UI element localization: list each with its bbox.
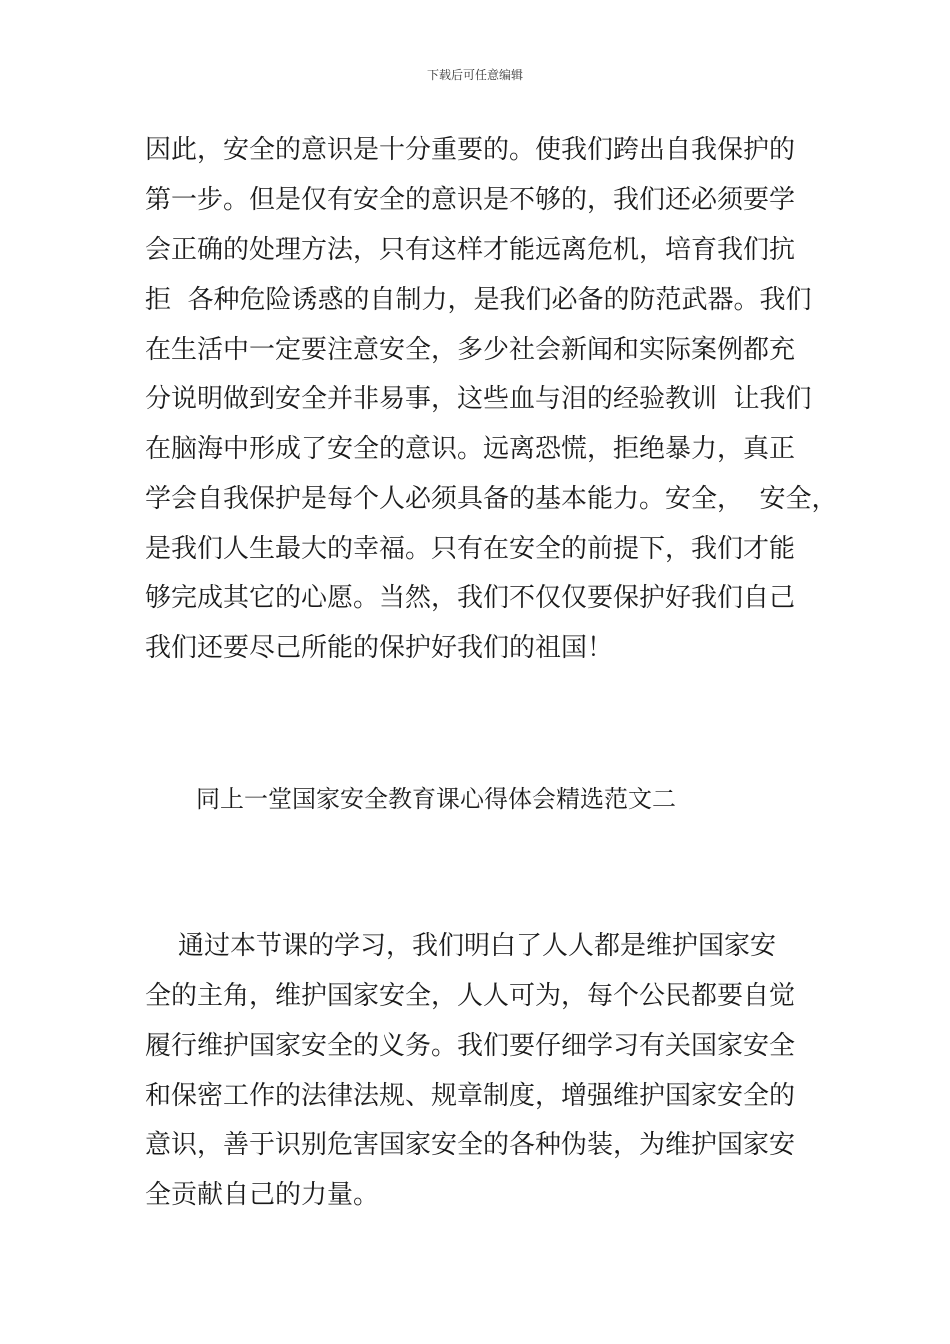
text-line: 履行维护国家安全的义务。我们要仔细学习有关国家安全	[145, 1031, 796, 1061]
text-line: 拒 各种危险诱惑的自制力，是我们必备的防范武器。我们	[145, 285, 812, 315]
text-line: 够完成其它的心愿。当然，我们不仅仅要保护好我们自己	[145, 583, 796, 613]
text-line: 分说明做到安全并非易事，这些血与泪的经验教训 让我们	[145, 384, 812, 414]
text-line: 在脑海中形成了安全的意识。远离恐慌，拒绝暴力，真正	[145, 434, 796, 464]
text-line: 学会自我保护是每个人必须具备的基本能力。安全， 安全，	[145, 484, 838, 514]
text-line: 第一步。但是仅有安全的意识是不够的，我们还必须要学	[145, 185, 796, 215]
text-line: 因此，安全的意识是十分重要的。使我们跨出自我保护的	[145, 135, 796, 165]
page-header-note: 下载后可任意编辑	[426, 68, 523, 82]
section-heading: 同上一堂国家安全教育课心得体会精选范文二	[196, 785, 676, 813]
text-line: 是我们人生最大的幸福。只有在安全的前提下，我们才能	[145, 534, 796, 564]
text-line: 全的主角，维护国家安全，人人可为，每个公民都要自觉	[145, 981, 796, 1011]
text-line: 全贡献自己的力量。	[145, 1180, 380, 1210]
text-line: 会正确的处理方法，只有这样才能远离危机，培育我们抗	[145, 235, 796, 265]
text-line: 意识，善于识别危害国家安全的各种伪装，为维护国家安	[145, 1130, 796, 1160]
text-line: 我们还要尽己所能的保护好我们的祖国！	[145, 633, 614, 663]
text-line: 和保密工作的法律法规、规章制度，增强维护国家安全的	[145, 1081, 796, 1111]
text-line: 在生活中一定要注意安全，多少社会新闻和实际案例都充	[145, 335, 796, 365]
text-line: 通过本节课的学习，我们明白了人人都是维护国家安	[145, 931, 777, 961]
